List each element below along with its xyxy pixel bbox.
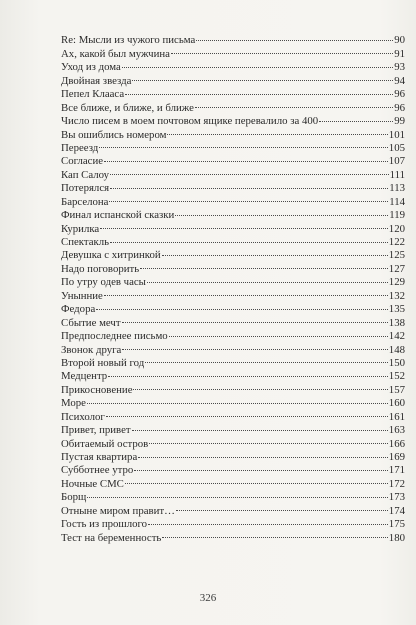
- toc-entry-page: 142: [388, 330, 405, 343]
- toc-leader-dots: [162, 527, 387, 540]
- toc-entry-title: Барселона: [61, 195, 109, 208]
- page-number: 326: [199, 592, 217, 604]
- toc-leader-dots: [149, 433, 388, 446]
- toc-entry-page: 132: [388, 289, 405, 302]
- toc-leader-dots: [108, 366, 388, 379]
- toc-leader-dots: [100, 218, 388, 231]
- toc-leader-dots: [110, 178, 388, 191]
- toc-entry-title: Унынние: [61, 289, 103, 302]
- toc-entry-title: Девушка с хитринкой: [61, 249, 161, 262]
- toc-leader-dots: [87, 487, 387, 500]
- toc-entry-title: Привет, привет: [61, 424, 131, 437]
- toc-entry-title: Курилка: [61, 222, 100, 235]
- toc-entry-title: Предпоследнее письмо: [61, 330, 168, 343]
- toc-entry-title: Согласие: [61, 155, 104, 168]
- toc-leader-dots: [195, 97, 393, 110]
- toc-entry-title: Ночные СМС: [61, 477, 124, 490]
- toc-entry: [61, 245, 405, 262]
- toc-entry-page: 173: [388, 491, 405, 504]
- toc-entry: [61, 30, 405, 47]
- toc-leader-dots: [162, 245, 388, 258]
- toc-entry-title: Вы ошиблись номером: [61, 128, 167, 141]
- toc-entry-page: 172: [388, 477, 405, 490]
- toc-entry-page: 175: [388, 518, 405, 531]
- toc-leader-dots: [87, 393, 388, 406]
- toc-entry-page: 171: [388, 464, 405, 477]
- toc-entry-page: 119: [389, 209, 405, 222]
- toc-entry-title: Второй новый год: [61, 356, 145, 369]
- toc-leader-dots: [196, 30, 393, 43]
- toc-entry-page: 125: [388, 249, 405, 262]
- toc-leader-dots: [140, 258, 388, 271]
- toc-entry-page: 91: [394, 47, 405, 60]
- toc-entry: [61, 299, 405, 316]
- toc-entry-page: 148: [388, 343, 405, 356]
- toc-entry-page: 127: [388, 262, 405, 275]
- toc-entry-title: Финал испанской сказки: [61, 209, 175, 222]
- toc-entry-page: 157: [388, 383, 405, 396]
- toc-leader-dots: [99, 138, 388, 151]
- toc-entry: [61, 285, 405, 302]
- toc-entry-title: Re: Мысли из чужого письма: [61, 34, 196, 47]
- toc-entry-page: 174: [388, 504, 405, 517]
- toc-entry-title: Двойная звезда: [61, 74, 132, 87]
- toc-leader-dots: [175, 205, 388, 218]
- table-of-contents: [61, 30, 405, 544]
- toc-entry-title: По утру одев часы: [61, 276, 146, 289]
- toc-entry: [61, 420, 405, 437]
- toc-entry-title: Уход из дома: [61, 61, 121, 74]
- toc-entry: [61, 138, 405, 154]
- toc-leader-dots: [110, 232, 388, 245]
- toc-leader-dots: [104, 285, 388, 298]
- toc-entry-title: Отныне миром правит…: [61, 504, 175, 517]
- toc-entry-page: 161: [388, 410, 405, 423]
- toc-leader-dots: [104, 151, 388, 164]
- toc-leader-dots: [148, 514, 388, 527]
- toc-leader-dots: [122, 312, 388, 325]
- toc-entry-page: 152: [388, 370, 405, 383]
- toc-entry-title: Звонок друга: [61, 343, 122, 356]
- toc-leader-dots: [106, 406, 388, 419]
- toc-entry-title: Ах, какой был мужчина: [61, 47, 170, 60]
- toc-entry-title: Число писем в моем почтовом ящике перевалило за 400: [61, 115, 319, 128]
- toc-entry-title: Все ближе, и ближе, и ближе: [61, 101, 194, 114]
- toc-entry-page: 166: [388, 437, 405, 450]
- toc-entry: [61, 218, 405, 235]
- toc-entry: [61, 312, 405, 329]
- toc-entry: [61, 151, 405, 168]
- toc-entry-title: Борщ: [61, 491, 87, 504]
- toc-entry: [61, 232, 405, 248]
- toc-leader-dots: [96, 299, 388, 312]
- toc-entry-page: 169: [388, 451, 405, 463]
- toc-entry-title: Тест на беременность: [61, 531, 162, 544]
- toc-entry-title: Обитаемый остров: [61, 437, 149, 450]
- toc-leader-dots: [122, 339, 387, 352]
- toc-entry-page: 180: [388, 531, 405, 544]
- toc-entry-page: 99: [394, 115, 405, 128]
- toc-leader-dots: [138, 447, 388, 460]
- toc-entry-page: 107: [388, 155, 405, 168]
- toc-leader-dots: [176, 500, 388, 513]
- toc-leader-dots: [132, 420, 388, 433]
- toc-entry-title: Потерялся: [61, 182, 110, 195]
- toc-entry-page: 96: [394, 88, 405, 101]
- toc-leader-dots: [169, 326, 388, 339]
- toc-entry-title: Пустая квартира: [61, 451, 138, 463]
- toc-entry-title: Спектакль: [61, 236, 110, 248]
- toc-leader-dots: [110, 164, 389, 177]
- toc-entry: [61, 487, 405, 504]
- toc-entry: [61, 500, 405, 517]
- toc-leader-dots: [133, 379, 387, 392]
- toc-leader-dots: [145, 353, 388, 366]
- toc-entry-title: Психолог: [61, 410, 105, 423]
- toc-entry-page: 129: [388, 276, 405, 289]
- toc-leader-dots: [167, 124, 387, 137]
- toc-entry: [61, 191, 405, 208]
- toc-leader-dots: [122, 57, 393, 70]
- toc-entry-page: 96: [394, 101, 405, 114]
- toc-entry-page: 113: [389, 182, 405, 195]
- toc-entry: [61, 406, 405, 423]
- toc-entry: [61, 178, 405, 195]
- toc-entry-page: 160: [388, 397, 405, 410]
- toc-entry-title: Прикосновение: [61, 383, 133, 396]
- toc-leader-dots: [125, 84, 393, 97]
- toc-entry-title: Море: [61, 397, 86, 410]
- toc-entry-page: 94: [394, 74, 405, 87]
- toc-entry-title: Медцентр: [61, 370, 108, 383]
- toc-leader-dots: [319, 111, 393, 124]
- toc-entry-page: 138: [388, 316, 405, 329]
- toc-entry-page: 135: [388, 303, 405, 316]
- toc-entry: [61, 164, 405, 181]
- toc-entry-page: 122: [388, 236, 405, 248]
- toc-leader-dots: [109, 191, 388, 204]
- toc-entry-page: 120: [388, 222, 405, 235]
- toc-entry-page: 150: [388, 356, 405, 369]
- toc-entry-title: Кап Салоу: [61, 168, 110, 181]
- toc-entry-title: Гость из прошлого: [61, 518, 148, 531]
- toc-entry: [61, 366, 405, 383]
- toc-entry-page: 93: [394, 61, 405, 74]
- toc-entry-title: Сбытие мечт: [61, 316, 121, 329]
- toc-entry-page: 90: [394, 34, 405, 47]
- toc-entry-title: Пепел Клааса: [61, 88, 125, 101]
- toc-entry-page: 101: [388, 128, 405, 141]
- toc-leader-dots: [125, 473, 388, 486]
- toc-entry-title: Надо поговорить: [61, 262, 140, 275]
- toc-leader-dots: [132, 70, 393, 83]
- toc-entry-page: 114: [389, 195, 405, 208]
- toc-entry-page: 105: [388, 141, 405, 154]
- toc-entry: [61, 379, 405, 396]
- toc-entry-title: Субботнее утро: [61, 464, 134, 477]
- toc-entry-title: Переезд: [61, 141, 99, 154]
- toc-entry-page: 111: [389, 168, 405, 181]
- toc-leader-dots: [171, 43, 393, 56]
- toc-entry-title: Федора: [61, 303, 96, 316]
- toc-entry: [61, 205, 405, 222]
- toc-entry: [61, 393, 405, 410]
- toc-leader-dots: [147, 272, 388, 285]
- toc-leader-dots: [134, 460, 388, 473]
- toc-entry-page: 163: [388, 424, 405, 437]
